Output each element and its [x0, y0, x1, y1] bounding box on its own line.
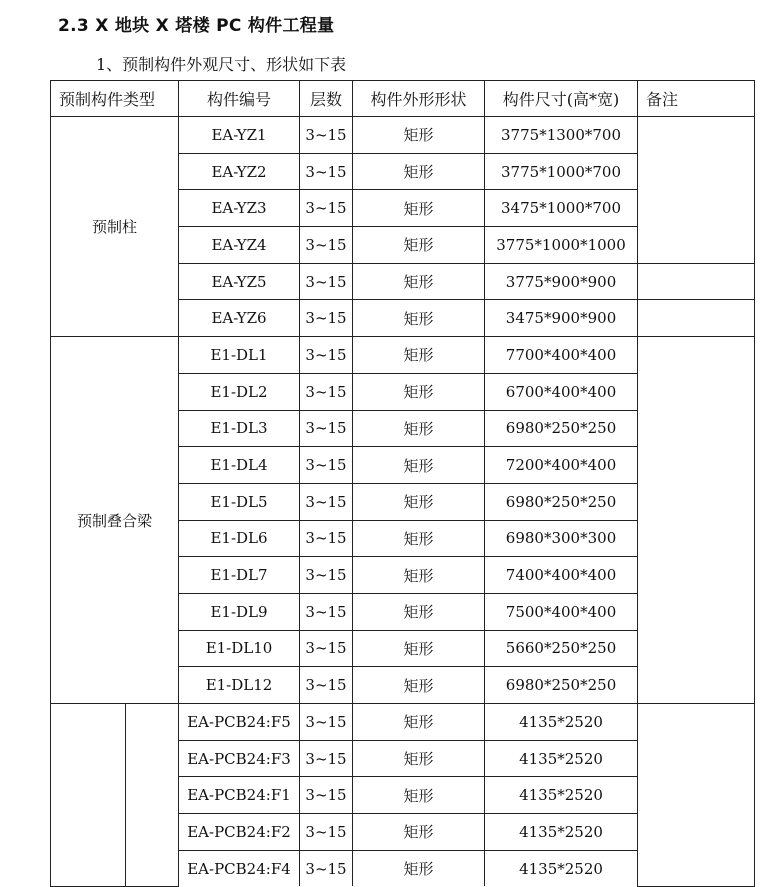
floors-cell: 3~15: [300, 630, 353, 667]
floors-cell: 3~15: [300, 190, 353, 227]
note-cell: [638, 704, 755, 887]
component-code-cell: EA-PCB24:F4: [179, 850, 300, 886]
component-code-cell: EA-YZ4: [179, 227, 300, 264]
shape-cell: 矩形: [353, 227, 485, 264]
section-heading: 2.3 X 地块 X 塔楼 PC 构件工程量: [58, 16, 335, 36]
shape-cell: 矩形: [353, 740, 485, 777]
component-code-cell: EA-YZ6: [179, 300, 300, 337]
component-type-cell: [51, 704, 126, 887]
intro-text: 1、预制构件外观尺寸、形状如下表: [96, 55, 347, 74]
table-body: [51, 117, 755, 887]
note-cell: [638, 300, 755, 337]
shape-cell: 矩形: [353, 410, 485, 447]
shape-cell: 矩形: [353, 117, 485, 154]
component-type-cell: 预制柱: [51, 117, 179, 337]
note-cell: [638, 117, 755, 264]
shape-cell: 矩形: [353, 337, 485, 374]
shape-cell: 矩形: [353, 520, 485, 557]
header-type: 预制构件类型: [51, 81, 179, 117]
size-cell: 3475*900*900: [485, 300, 638, 337]
floors-cell: 3~15: [300, 373, 353, 410]
header-code: 构件编号: [179, 81, 300, 117]
floors-cell: 3~15: [300, 777, 353, 814]
component-code-cell: EA-PCB24:F5: [179, 704, 300, 741]
component-table: [50, 80, 755, 887]
table-row: [51, 704, 755, 741]
size-cell: 3775*1000*700: [485, 153, 638, 190]
size-cell: 7500*400*400: [485, 593, 638, 630]
shape-cell: 矩形: [353, 777, 485, 814]
floors-cell: 3~15: [300, 667, 353, 704]
size-cell: 3775*1300*700: [485, 117, 638, 154]
size-cell: 3775*1000*1000: [485, 227, 638, 264]
shape-cell: 矩形: [353, 483, 485, 520]
shape-cell: 矩形: [353, 190, 485, 227]
component-code-cell: EA-PCB24:F2: [179, 814, 300, 851]
shape-cell: 矩形: [353, 373, 485, 410]
header-floors: 层数: [300, 81, 353, 117]
size-cell: 7200*400*400: [485, 447, 638, 484]
shape-cell: 矩形: [353, 850, 485, 886]
floors-cell: 3~15: [300, 704, 353, 741]
component-code-cell: E1-DL4: [179, 447, 300, 484]
header-row: [51, 81, 755, 117]
floors-cell: 3~15: [300, 263, 353, 300]
floors-cell: 3~15: [300, 850, 353, 886]
table-row: [51, 337, 755, 374]
component-type-cell: 预制叠合梁: [51, 337, 179, 704]
floors-cell: 3~15: [300, 557, 353, 594]
component-code-cell: EA-YZ1: [179, 117, 300, 154]
component-code-cell: E1-DL5: [179, 483, 300, 520]
component-code-cell: EA-PCB24:F1: [179, 777, 300, 814]
size-cell: 6980*250*250: [485, 667, 638, 704]
floors-cell: 3~15: [300, 483, 353, 520]
header-shape: 构件外形形状: [353, 81, 485, 117]
floors-cell: 3~15: [300, 300, 353, 337]
header-note: 备注: [638, 81, 755, 117]
shape-cell: 矩形: [353, 557, 485, 594]
table-row: [51, 117, 755, 154]
floors-cell: 3~15: [300, 117, 353, 154]
shape-cell: 矩形: [353, 447, 485, 484]
component-code-cell: E1-DL6: [179, 520, 300, 557]
component-subtype-cell: [126, 704, 179, 887]
size-cell: 4135*2520: [485, 850, 638, 886]
component-code-cell: E1-DL7: [179, 557, 300, 594]
size-cell: 4135*2520: [485, 740, 638, 777]
component-code-cell: E1-DL3: [179, 410, 300, 447]
size-cell: 6700*400*400: [485, 373, 638, 410]
floors-cell: 3~15: [300, 593, 353, 630]
size-cell: 6980*300*300: [485, 520, 638, 557]
size-cell: 4135*2520: [485, 777, 638, 814]
floors-cell: 3~15: [300, 520, 353, 557]
shape-cell: 矩形: [353, 704, 485, 741]
size-cell: 7400*400*400: [485, 557, 638, 594]
component-code-cell: EA-YZ3: [179, 190, 300, 227]
floors-cell: 3~15: [300, 153, 353, 190]
size-cell: 3775*900*900: [485, 263, 638, 300]
size-cell: 7700*400*400: [485, 337, 638, 374]
size-cell: 4135*2520: [485, 704, 638, 741]
size-cell: 3475*1000*700: [485, 190, 638, 227]
floors-cell: 3~15: [300, 740, 353, 777]
shape-cell: 矩形: [353, 153, 485, 190]
component-code-cell: E1-DL10: [179, 630, 300, 667]
note-cell: [638, 263, 755, 300]
size-cell: 6980*250*250: [485, 483, 638, 520]
floors-cell: 3~15: [300, 227, 353, 264]
component-code-cell: EA-YZ2: [179, 153, 300, 190]
size-cell: 6980*250*250: [485, 410, 638, 447]
floors-cell: 3~15: [300, 410, 353, 447]
shape-cell: 矩形: [353, 263, 485, 300]
component-code-cell: EA-YZ5: [179, 263, 300, 300]
component-code-cell: E1-DL2: [179, 373, 300, 410]
floors-cell: 3~15: [300, 814, 353, 851]
floors-cell: 3~15: [300, 337, 353, 374]
shape-cell: 矩形: [353, 630, 485, 667]
component-code-cell: E1-DL9: [179, 593, 300, 630]
shape-cell: 矩形: [353, 814, 485, 851]
header-size: 构件尺寸(高*宽): [485, 81, 638, 117]
shape-cell: 矩形: [353, 300, 485, 337]
component-code-cell: E1-DL1: [179, 337, 300, 374]
note-cell: [638, 337, 755, 704]
shape-cell: 矩形: [353, 667, 485, 704]
size-cell: 4135*2520: [485, 814, 638, 851]
component-code-cell: E1-DL12: [179, 667, 300, 704]
shape-cell: 矩形: [353, 593, 485, 630]
component-code-cell: EA-PCB24:F3: [179, 740, 300, 777]
size-cell: 5660*250*250: [485, 630, 638, 667]
floors-cell: 3~15: [300, 447, 353, 484]
